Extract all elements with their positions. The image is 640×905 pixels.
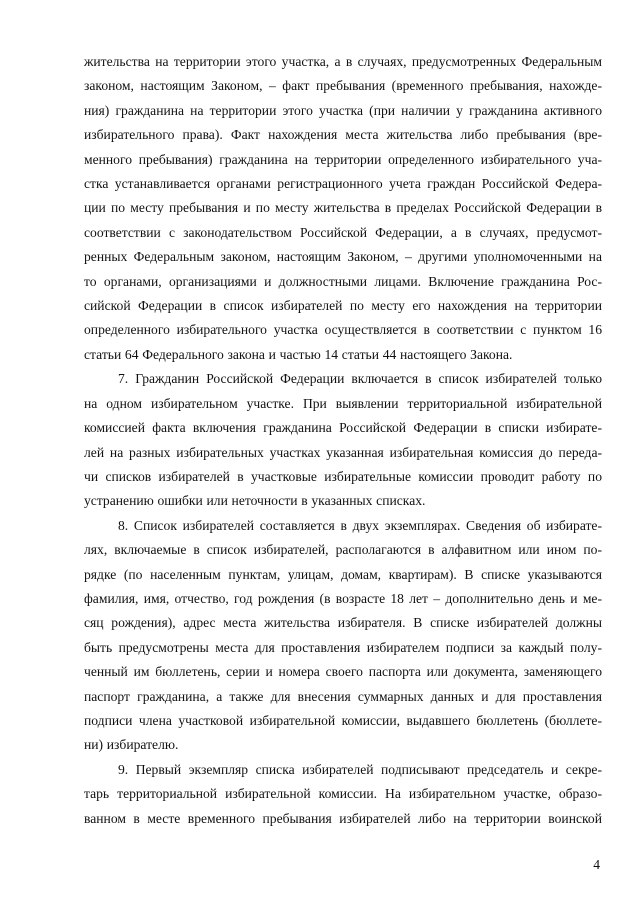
text-line: быть предусмотрены места для проставления избирателем подписи за каждый полу- [84,639,602,655]
text-line: 9. Первый экземпляр списка избирателей подписывают председатель и секре- [118,761,602,777]
text-line: комиссией факта включения гражданина Российской Федерации в списки избирате- [84,420,602,436]
text-line: подписи члена участковой избирательной комиссии, выдавшего бюллетень (бюллете- [84,712,602,728]
text-line: стка устанавливается органами регистрационного учета граждан Российской Федера- [84,176,602,192]
text-line: избирательного права). Факт нахождения места жительства либо пребывания (вре- [84,127,602,143]
text-line: определенного избирательного участка осуществляется в соответствии с пунктом 16 [84,322,602,338]
text-line: статьи 64 Федерального закона и частью 14 статьи 44 настоящего Закона. [84,346,513,362]
text-line: сяц рождения), адрес места жительства избирателя. В списке избирателей должны [84,615,602,631]
text-line: ванном в месте временного пребывания избирателей либо на территории воинской [84,810,602,826]
text-line: рядке (по населенным пунктам, улицам, домам, квартирам). В списке указываются [84,566,602,582]
text-line: устранению ошибки или неточности в указанных списках. [84,493,426,509]
text-line: ренных Федеральным законом, настоящим Законом, – другими уполномоченными на [84,249,602,265]
text-line: фамилия, имя, отчество, год рождения (в возрасте 18 лет – дополнительно день и ме- [84,590,602,606]
text-line: тарь территориальной избирательной комиссии. На избирательном участке, образо- [84,786,602,802]
text-line: лях, включаемые в список избирателей, располагаются в алфавитном или ином по- [84,542,602,558]
text-line: 7. Гражданин Российской Федерации включается в список избирателей только [118,371,602,387]
text-line: жительства на территории этого участка, а в случаях, предусмотренных Федеральным [84,54,602,69]
text-line: паспорт гражданина, а также для внесения суммарных данных и для проставления [84,688,602,704]
paragraph-p-cont [84,50,602,367]
text-line: лей на разных избирательных участках указанная избирательная комиссия до переда- [84,444,602,460]
text-line: то органами, организациями и должностными лицами. Включение гражданина Рос- [84,273,602,289]
text-line: ции по месту пребывания и по месту жительства в пределах Российской Федерации в [84,200,602,216]
text-line: сийской Федерации в список избирателей по месту его нахождения на территории [84,298,602,314]
text-line: ченный им бюллетень, серии и номера своего паспорта или документа, заменяющего [84,664,602,680]
text-line: менного пребывания) гражданина на территории определенного избирательного уча- [84,151,602,167]
text-line: чи списков избирателей в участковые избирательные комиссии проводит работу по [84,468,602,484]
text-line: законом, настоящим Законом, – факт пребывания (временного пребывания, нахожде- [84,78,602,94]
text-line: ния) гражданина на территории этого участка (при наличии у гражданина активного [84,102,602,118]
paragraph-p-7 [84,367,602,513]
text-line: 8. Список избирателей составляется в двух экземплярах. Сведения об избирате- [118,517,602,533]
document-body [84,50,602,831]
paragraph-p-8 [84,514,602,758]
page-number: 4 [593,857,600,872]
text-line: соответствии с законодательством Российской Федерации, а в случаях, предусмот- [84,224,602,240]
text-line: на одном избирательном участке. При выявлении территориальной избирательной [84,395,602,411]
text-line: ни) избирателю. [84,737,179,753]
paragraph-p-9 [84,758,602,831]
